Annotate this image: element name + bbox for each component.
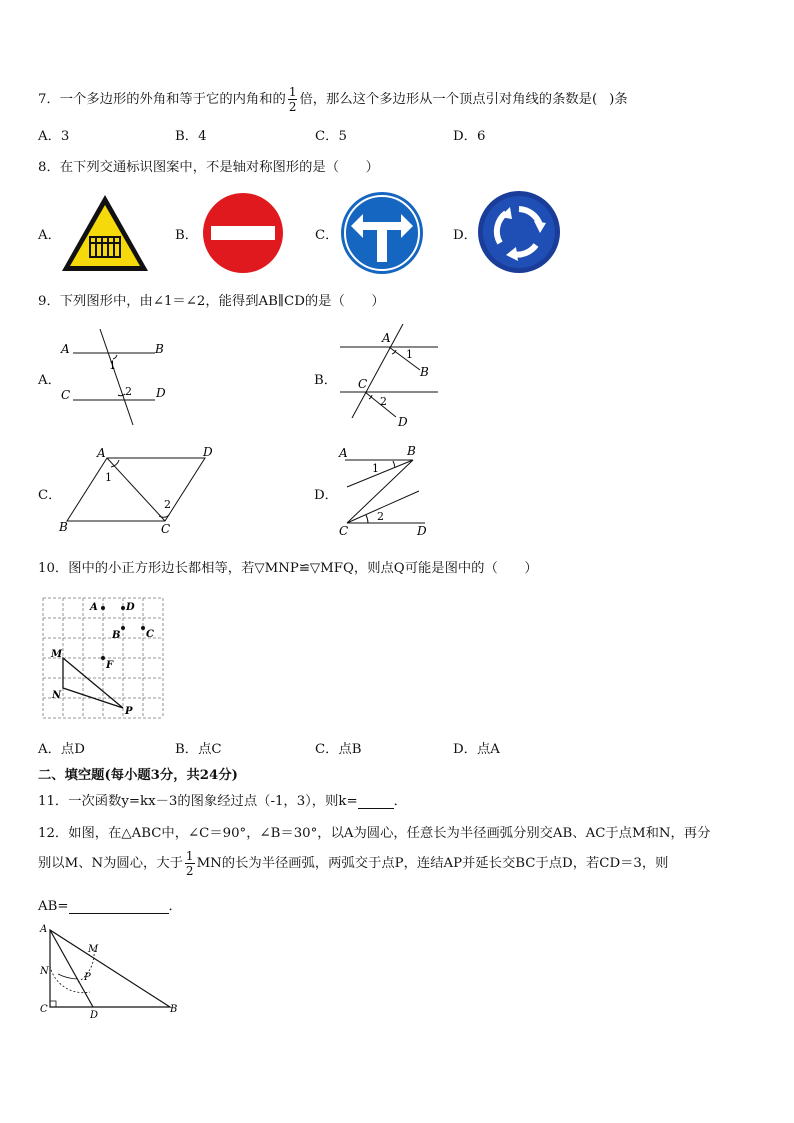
q8-label-d[interactable]: D． xyxy=(453,228,477,243)
no-entry-sign-icon xyxy=(201,191,285,275)
roundabout-sign-icon xyxy=(476,189,562,275)
q9a-point-c: C xyxy=(61,388,71,402)
q10-option-a[interactable]: A．点D xyxy=(38,742,85,757)
q10-point-m: M xyxy=(51,649,63,660)
q9-figure-d xyxy=(335,443,445,539)
q12-fraction xyxy=(185,850,195,877)
q10-option-d[interactable]: D．点A xyxy=(453,742,500,757)
question-10-stem: 10．图中的小正方形边长都相等，若▽MNP≌▽MFQ，则点Q可能是图中的（ ） xyxy=(38,561,538,576)
question-9-stem: 9．下列图形中，由∠1＝∠2，能得到AB∥CD的是（ ） xyxy=(38,294,385,309)
q9d-angle-1: 1 xyxy=(372,462,379,475)
q9-label-b[interactable]: B． xyxy=(314,373,338,388)
q12-line3-end: ． xyxy=(168,899,182,914)
q9c-angle-2: 2 xyxy=(164,498,171,511)
q9c-angle-1: 1 xyxy=(105,471,112,484)
q8-label-a[interactable]: A． xyxy=(38,228,61,243)
q9b-point-d: D xyxy=(398,415,408,429)
q9b-point-a: A xyxy=(382,331,391,345)
q9a-point-d: D xyxy=(156,386,166,400)
q9d-point-d: D xyxy=(417,524,427,538)
q7-text-pre: 7．一个多边形的外角和等于它的内角和的 xyxy=(38,92,286,107)
q12-triangle-figure xyxy=(38,922,183,1020)
q7-fraction xyxy=(288,86,298,113)
q10-point-b: B xyxy=(112,630,121,641)
q8-label-b[interactable]: B． xyxy=(175,228,199,243)
question-12-line2 xyxy=(38,850,668,877)
q9-figure-c xyxy=(55,443,225,538)
q9d-point-c: C xyxy=(339,524,349,538)
q12-point-m: M xyxy=(88,944,99,955)
q12-frac-denominator: 2 xyxy=(185,864,194,878)
q10-point-d: D xyxy=(126,602,135,613)
q9b-angle-1: 1 xyxy=(406,348,413,361)
q9a-point-a: A xyxy=(61,342,70,356)
q8-label-c[interactable]: C． xyxy=(315,228,339,243)
q9d-point-a: A xyxy=(339,446,348,460)
q12-point-a: A xyxy=(40,924,48,935)
q11-end: ． xyxy=(393,794,407,809)
q9c-point-a: A xyxy=(97,446,106,460)
q7-text-post2: )条 xyxy=(609,92,628,107)
question-8-stem: 8．在下列交通标识图案中，不是轴对称图形的是（ ） xyxy=(38,160,379,175)
question-12-line1: 12．如图，在△ABC中，∠C＝90°，∠B＝30°，以A为圆心，任意长为半径画弧分别交AB、AC于点M和N，再分 xyxy=(38,826,711,841)
q12-line3-label: AB= xyxy=(38,899,69,914)
q9c-point-c: C xyxy=(161,522,171,536)
q9d-point-b: B xyxy=(407,444,416,458)
section-2-title: 二、填空题(每小题3分，共24分) xyxy=(38,768,238,783)
q12-line2-post: MN的长为半径画弧，两弧交于点P，连结AP并延长交BC于点D，若CD＝3，则 xyxy=(196,856,669,871)
q10-point-a: A xyxy=(90,602,98,613)
q9b-point-c: C xyxy=(358,377,368,391)
q9a-angle-2: 2 xyxy=(125,385,132,398)
q7-option-b[interactable]: B．4 xyxy=(175,129,207,144)
q9c-point-b: B xyxy=(59,520,68,534)
q7-frac-denominator: 2 xyxy=(288,100,297,114)
question-7-stem xyxy=(38,86,628,113)
q12-point-n: N xyxy=(40,966,49,977)
q12-answer-blank[interactable] xyxy=(69,913,169,914)
q9b-angle-2: 2 xyxy=(380,395,387,408)
question-12-line3 xyxy=(38,895,182,914)
q9-label-d[interactable]: D． xyxy=(314,488,338,503)
q9d-angle-2: 2 xyxy=(377,510,384,523)
q9b-point-b: B xyxy=(420,365,429,379)
q12-point-c: C xyxy=(40,1004,48,1015)
q7-option-a[interactable]: A．3 xyxy=(38,129,70,144)
q7-option-c[interactable]: C．5 xyxy=(315,129,347,144)
q10-point-f: F xyxy=(106,660,114,671)
q10-point-p: P xyxy=(125,706,133,717)
q9c-point-d: D xyxy=(203,445,213,459)
q12-point-b: B xyxy=(170,1004,178,1015)
q9a-angle-1: 1 xyxy=(109,359,116,372)
q9-figure-a xyxy=(55,325,175,430)
q7-option-d[interactable]: D．6 xyxy=(453,129,486,144)
q12-frac-numerator: 1 xyxy=(185,849,194,863)
q10-option-b[interactable]: B．点C xyxy=(175,742,222,757)
q9-label-c[interactable]: C． xyxy=(38,488,62,503)
q7-frac-numerator: 1 xyxy=(288,85,297,99)
q12-line2-pre: 别以M、N为圆心，大于 xyxy=(38,856,183,871)
q7-text-post: 倍，那么这个多边形从一个顶点引对角线的条数是( xyxy=(299,92,598,107)
q12-point-p: P xyxy=(84,972,91,983)
turn-left-right-sign-icon xyxy=(339,190,425,276)
q9-figure-b xyxy=(330,322,445,432)
q10-point-n: N xyxy=(52,690,62,701)
q11-answer-blank[interactable] xyxy=(358,808,394,809)
q12-point-d: D xyxy=(90,1010,99,1020)
warning-railway-sign-icon xyxy=(60,193,150,273)
question-11-stem xyxy=(38,790,407,809)
q10-point-c: C xyxy=(146,629,154,640)
q11-text: 11．一次函数y=kx－3的图象经过点（-1，3），则k= xyxy=(38,794,358,809)
q9a-point-b: B xyxy=(155,342,164,356)
q9-label-a[interactable]: A． xyxy=(38,373,61,388)
q10-option-c[interactable]: C．点B xyxy=(315,742,362,757)
q10-grid-figure xyxy=(42,597,166,723)
